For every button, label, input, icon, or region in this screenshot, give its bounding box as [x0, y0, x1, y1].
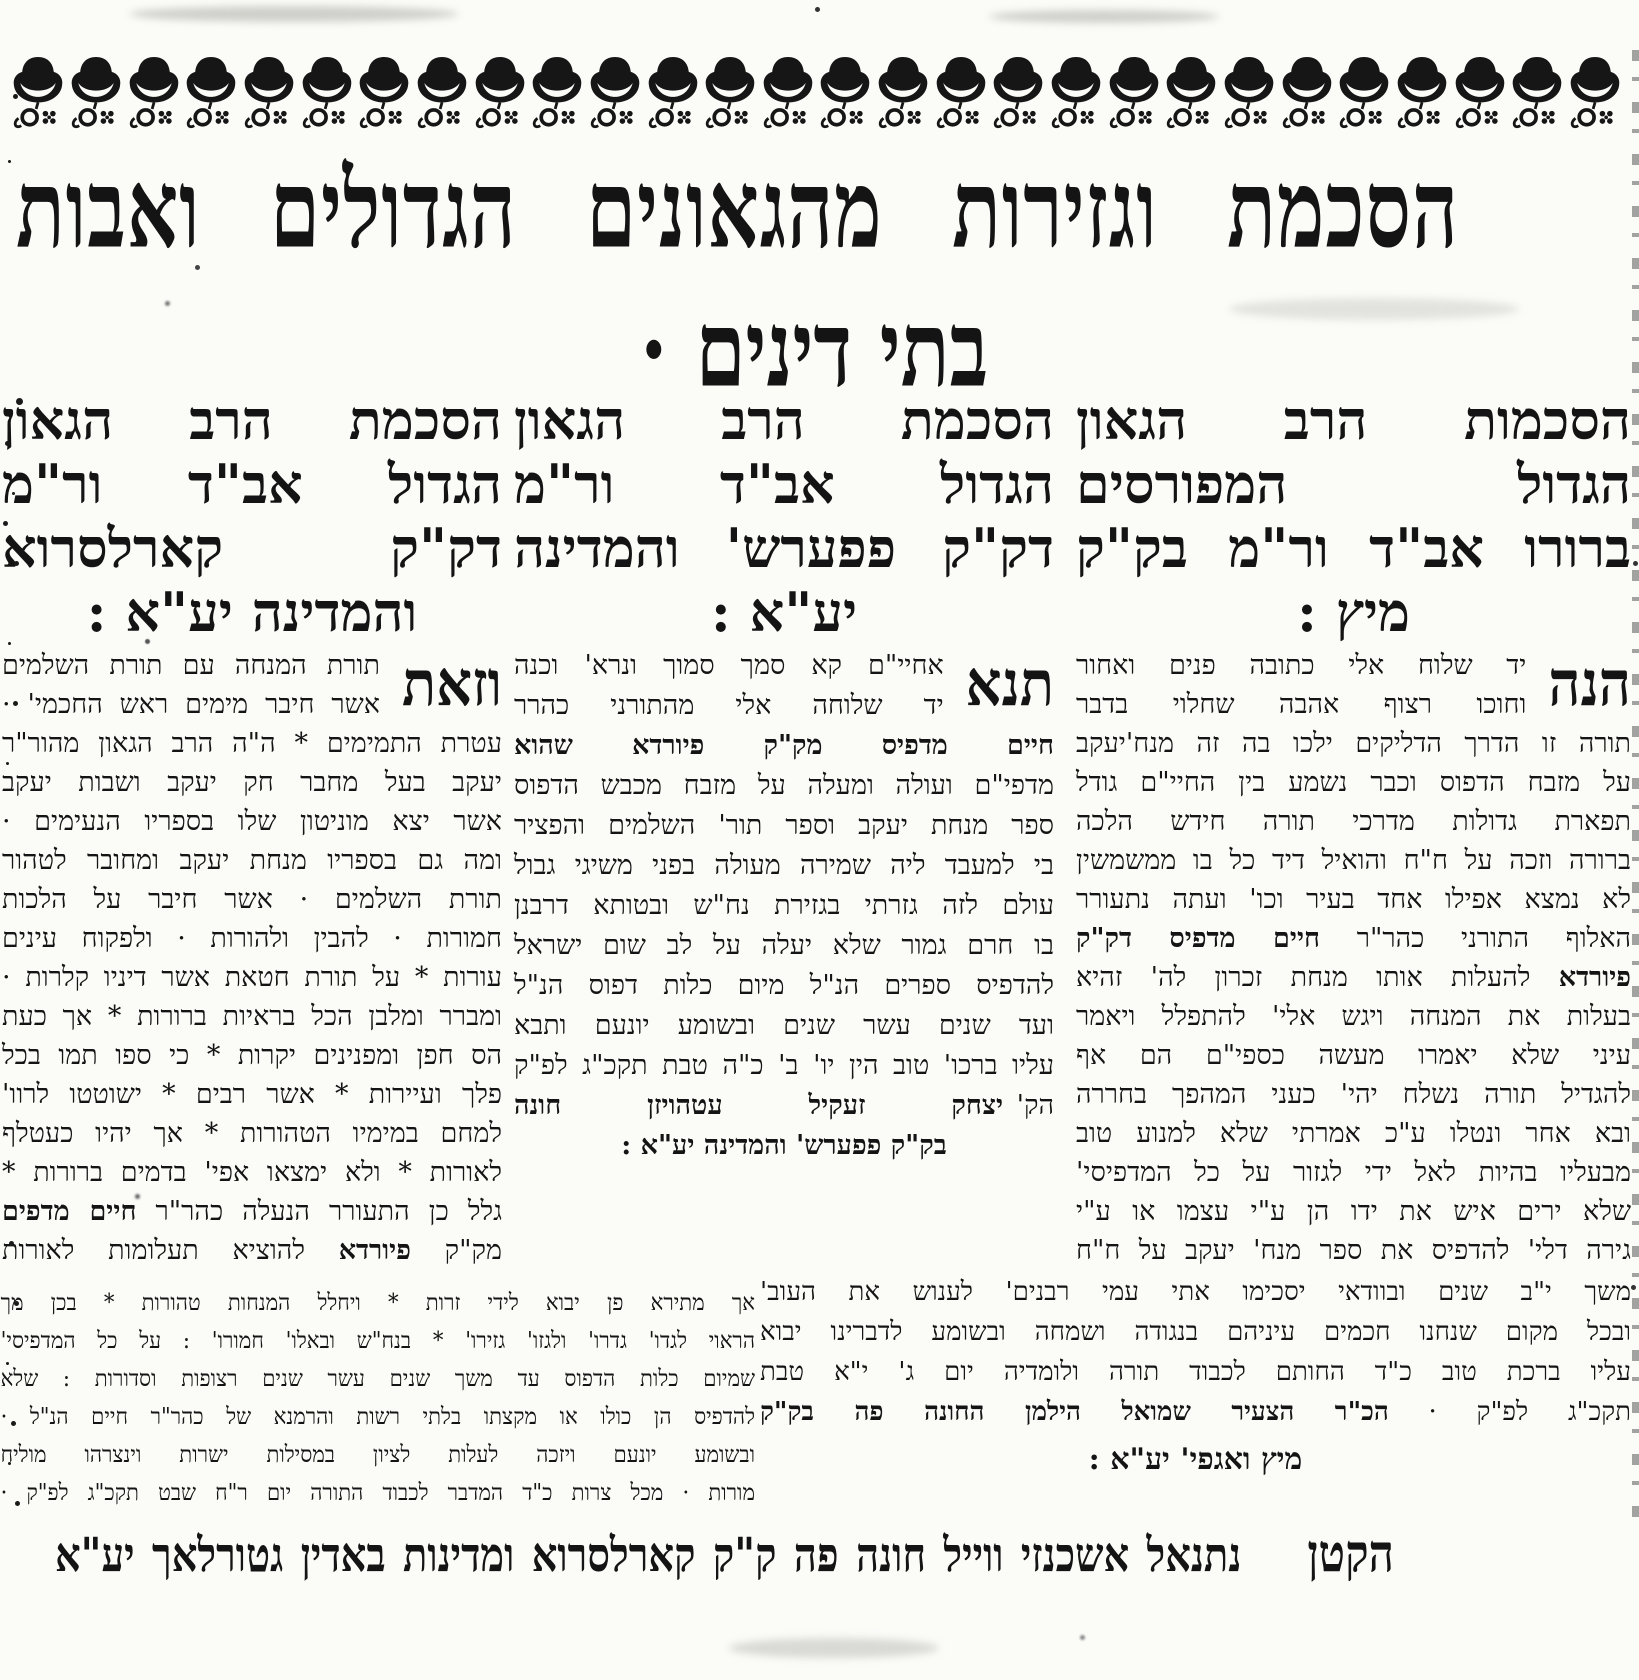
- approbation-left-wide-lines: [1, 1284, 755, 1512]
- text-line: בו חרם גמור שלא יעלה על לב שום ישראל: [514, 930, 1054, 961]
- fleuron-ornament-icon: [589, 52, 641, 140]
- text-line: אשר יצא מוניטון שלו בספריו הנעימים ·: [2, 806, 502, 837]
- text-line: לא נמצא אפילו אחד בעיר וכו' ועתה נתעורר: [1076, 884, 1631, 915]
- fleuron-ornament-icon: [531, 52, 583, 140]
- scan-artifact: [729, 1638, 939, 1658]
- fleuron-ornament-icon: [704, 52, 756, 140]
- text-line: הק' יצחק זעקיל עטהויזן חונה: [514, 1090, 1054, 1121]
- text-line: עולם לזה גזרתי בגזירת נח"ש ובטותא דרבנן: [514, 890, 1054, 921]
- approbation-column-left: [2, 388, 502, 1270]
- text-line: בי למעבד ליה שמירה מעולה בפני משיגי גבול: [514, 850, 1054, 881]
- text-line: בעלות את המנחה ויגש אלי' להתפלל ויאמר: [1076, 1001, 1631, 1032]
- approbation-column-right: [1076, 388, 1631, 1270]
- approbation-body-left: [2, 646, 502, 1270]
- text-line: למחם במימיו הטהורות * אך יהיו כעטלף: [2, 1118, 502, 1149]
- text-line: ומברר ומלבן הכל בראיות ברורות * אך כעת: [2, 1001, 502, 1032]
- fleuron-ornament-icon: [762, 52, 814, 140]
- text-line: ברורו אב"ד ור"מ בק"ק: [1076, 516, 1631, 580]
- fleuron-ornament-icon: [1050, 52, 1102, 140]
- text-line: ועד שנים עשר שנים ובשומע יונעם ותבא: [514, 1010, 1054, 1041]
- text-line: הסכמות הרב הגאון: [1076, 388, 1631, 452]
- text-line: יע"א :: [710, 580, 858, 644]
- text-line: ובשומע יונעם ויזכה לעלות לציון במסילות ישרות וינצרהו מוליח: [0, 1442, 755, 1468]
- approbation-header-middle: [514, 388, 1054, 644]
- fleuron-ornament-icon: [1223, 52, 1275, 140]
- text-line: על מזבח הדפוס וכבר נשמע בין החיי"ם גודל: [1076, 767, 1631, 798]
- text-line: הגדול אב"ד ור"מ: [514, 452, 1054, 516]
- text-line: אחיי"ם קא סמך סמוך ונרא' וכנה: [514, 650, 944, 681]
- text-line: והמדינה יע"א :: [86, 580, 418, 644]
- page-title-line-1: הסכמת וגזירות מהגאונים הגדולים ואבות: [16, 145, 1459, 273]
- text-line: אך מתירא פן יבוא לידי זרות * ויחלל המנחות טהורות * בכן מך: [0, 1290, 755, 1316]
- text-line: לאורות * ולא ימצאו אפי' בדמים ברורות *: [2, 1157, 502, 1188]
- text-line: מבעליו בהיות לאל ידי לגזור על כל המדפיסי': [1076, 1157, 1631, 1188]
- text-line: יד שלוח אלי כתובה פנים ואחור: [1076, 650, 1527, 681]
- text-line: ספר מנחת יעקב וספר תור' השלמים והפציר: [514, 810, 1054, 841]
- fleuron-ornament-icon: [128, 52, 180, 140]
- text-line: תקכ"ג לפ"ק · הכ"ר הצעיר שמואל הילמן החונה פה בק"ק: [760, 1397, 1631, 1427]
- text-line: יד שלוחה אלי מהתורני כהרר: [514, 690, 944, 721]
- text-line: עורות * על תורת חטאת אשר דיניו קלרות ·: [2, 962, 502, 993]
- body-text: [1076, 646, 1631, 1270]
- text-line: יעקב בעל מחבר חק יעקב ושבות יעקב: [2, 767, 502, 798]
- fleuron-ornament-icon: [1454, 52, 1506, 140]
- fleuron-ornament-icon: [358, 52, 410, 140]
- text-line: עיני שלא יאמרו מעשה כספי"ם הם אף: [1076, 1040, 1631, 1071]
- text-line: גירה דלי' להדפיס את ספר מנח' יעקב על ח"ח: [1076, 1235, 1631, 1266]
- text-line: עליו ברכו' טוב הין יו' ב' כ"ה טבת תקכ"ג לפ"ק: [514, 1050, 1054, 1081]
- signature-text: נתנאל אשכנזי ווייל חונה פה ק"ק קארלסרוא ומדינות באדין גטורלאך יע"א: [55, 1527, 1242, 1583]
- text-line: ובכל מקום שנחנו חכמים עיניהם בנגודה ושמחה ובשומע לדברינו יבוא: [760, 1317, 1631, 1347]
- fleuron-ornament-icon: [12, 52, 64, 140]
- text-line: וחוכו רצוף אהבה שחלוי בדבר: [1076, 689, 1527, 720]
- fleuron-ornament-icon: [877, 52, 929, 140]
- initial-word: וזאת: [401, 646, 502, 721]
- text-line: מק"ק פיורדא להוציא תעלומות לאורות: [2, 1235, 502, 1266]
- approbation-body-middle: [514, 646, 1054, 1166]
- text-line: פיורדא להעלות אותו מנחת זכרון לה' זהיא: [1076, 962, 1631, 993]
- approbation-right-wide-lines: [760, 1272, 1631, 1480]
- text-line: בק"ק פפערש' והמדינה יע"א :: [621, 1130, 947, 1161]
- approbation-header-left: [2, 388, 502, 644]
- fleuron-ornament-icon: [1281, 52, 1333, 140]
- text-line: שלא ירים איש את ידו הן ע"י עצמו או ע"י: [1076, 1196, 1631, 1227]
- text-line: מיץ ואגפי' יע"א :: [1088, 1442, 1303, 1477]
- text-line: הראוי לגדו' גדרו' ולגזו' גזירו' * בנח"ש ובאלו' חמורו' : על כל המדפיסי': [0, 1328, 755, 1354]
- ornament-row: [12, 52, 1621, 142]
- fleuron-ornament-icon: [185, 52, 237, 140]
- text-line: האלוף התורני כהר"ר חיים מדפיס דק"ק: [1076, 923, 1631, 954]
- page-title-line-2: בתי דינים ·: [639, 288, 989, 411]
- text-line: עטרת התמימים * ה"ה הרב הגאון מהור"ר: [2, 728, 502, 759]
- fleuron-ornament-icon: [1511, 52, 1563, 140]
- text-line: תפארת גדולות מדרכי תורה חידש הלכה: [1076, 806, 1631, 837]
- text-line: חמורות · להבין ולהורות · ולפקוח עינים: [2, 923, 502, 954]
- fleuron-ornament-icon: [416, 52, 468, 140]
- text-line: אשר חיבר מימים ראש החכמי' ·: [2, 689, 380, 720]
- text-line: עליו ברכת טוב כ"ד החותם לכבוד תורה ולומדיה יום ג' י"א טבת: [760, 1357, 1631, 1387]
- text-line: תורת המנחה עם תורת השלמים: [2, 650, 380, 681]
- text-line: ומה גם בספריו מנחת יעקב ומחובר לטהור: [2, 845, 502, 876]
- text-line: ובא אחר ונטלו ע"כ אמרתי שלא למנוע טוב: [1076, 1118, 1631, 1149]
- fleuron-ornament-icon: [1396, 52, 1448, 140]
- text-line: גלל כן התעורר הנעלה כהר"ר חיים מדפים: [2, 1196, 503, 1227]
- text-line: חיים מדפיס מק"ק פיורדא שהוא: [514, 730, 1054, 761]
- text-line: שמיום כלות הדפוס עד משך שנים עשר שנים רצופות וסדורות : שלא: [0, 1366, 755, 1392]
- text-line: הסכמת הרב הגאון: [514, 388, 1054, 452]
- signature-prefix: הקטן: [1307, 1524, 1394, 1585]
- text-line: פלך ועיירות * אשר רבים * ישוטטו לרוו': [2, 1079, 502, 1110]
- fleuron-ornament-icon: [992, 52, 1044, 140]
- fleuron-ornament-icon: [935, 52, 987, 140]
- text-line: משך י"ב שנים ובוודאי יסכימו אתי עמי רבנים' לענוש את העוב': [760, 1277, 1631, 1307]
- fleuron-ornament-icon: [1338, 52, 1390, 140]
- fleuron-ornament-icon: [70, 52, 122, 140]
- text-line: הגדול אב"ד ור"מ: [2, 452, 502, 516]
- text-line: דק"ק פפערש' והמדינה: [514, 516, 1054, 580]
- approbation-header-right: [1076, 388, 1631, 644]
- approbation-column-middle: [514, 388, 1054, 1166]
- fleuron-ornament-icon: [243, 52, 295, 140]
- approbation-body-right: [1076, 646, 1631, 1270]
- text-line: מדפי"ם ועולה ומעלה על מזבח מכבש הדפוס: [514, 770, 1054, 801]
- text-line: הגדול המפורסים: [1076, 452, 1631, 516]
- text-line: תורת השלמים · אשר חיבר על הלכות: [2, 884, 502, 915]
- text-line: ברורה וזכה על ח"ח והואיל דיד כל בו ממשמשין: [1076, 845, 1631, 876]
- fleuron-ornament-icon: [819, 52, 871, 140]
- text-line: להדפיס הן כולו או מקצתו בלתי רשות והרמנא של כהר"ר חיים הנ"ל ·: [0, 1404, 755, 1430]
- initial-word: תנא: [965, 646, 1054, 721]
- fleuron-ornament-icon: [1165, 52, 1217, 140]
- text-line: דק"ק קארלסרוא: [2, 516, 502, 580]
- text-line: מיץ :: [1296, 580, 1411, 644]
- bottom-signature-line: [55, 1524, 1394, 1584]
- scan-artifact: [129, 6, 459, 22]
- fleuron-ornament-icon: [647, 52, 699, 140]
- scan-artifact: [1229, 298, 1519, 320]
- text-line: להדפיס ספרים הנ"ל מיום כלות דפוס הנ"ל: [514, 970, 1054, 1001]
- text-line: להגדיל תורה נשלח יהי' כעני המהפך בחררה: [1076, 1079, 1631, 1110]
- scan-artifact: [989, 10, 1219, 23]
- fleuron-ornament-icon: [301, 52, 353, 140]
- text-line: הס חפן ומפנינים יקרות * כי ספו תמו בכל: [2, 1040, 502, 1071]
- fleuron-ornament-icon: [1108, 52, 1160, 140]
- body-text: [2, 646, 502, 1270]
- fleuron-ornament-icon: [1569, 52, 1621, 140]
- text-line: מורות · מכל צרות כ"ד המדבר לכבוד התורה יום ר"ח שבט תקכ"ג לפ"ק ·: [0, 1480, 755, 1506]
- initial-word: הנה: [1548, 646, 1631, 721]
- fleuron-ornament-icon: [474, 52, 526, 140]
- text-line: תורה זו הדרך הדליקים ילכו בה זה מנח'יעקב: [1076, 728, 1631, 759]
- scan-artifact: [1632, 50, 1639, 1520]
- text-line: הסכמת הרב הגאון: [2, 388, 502, 452]
